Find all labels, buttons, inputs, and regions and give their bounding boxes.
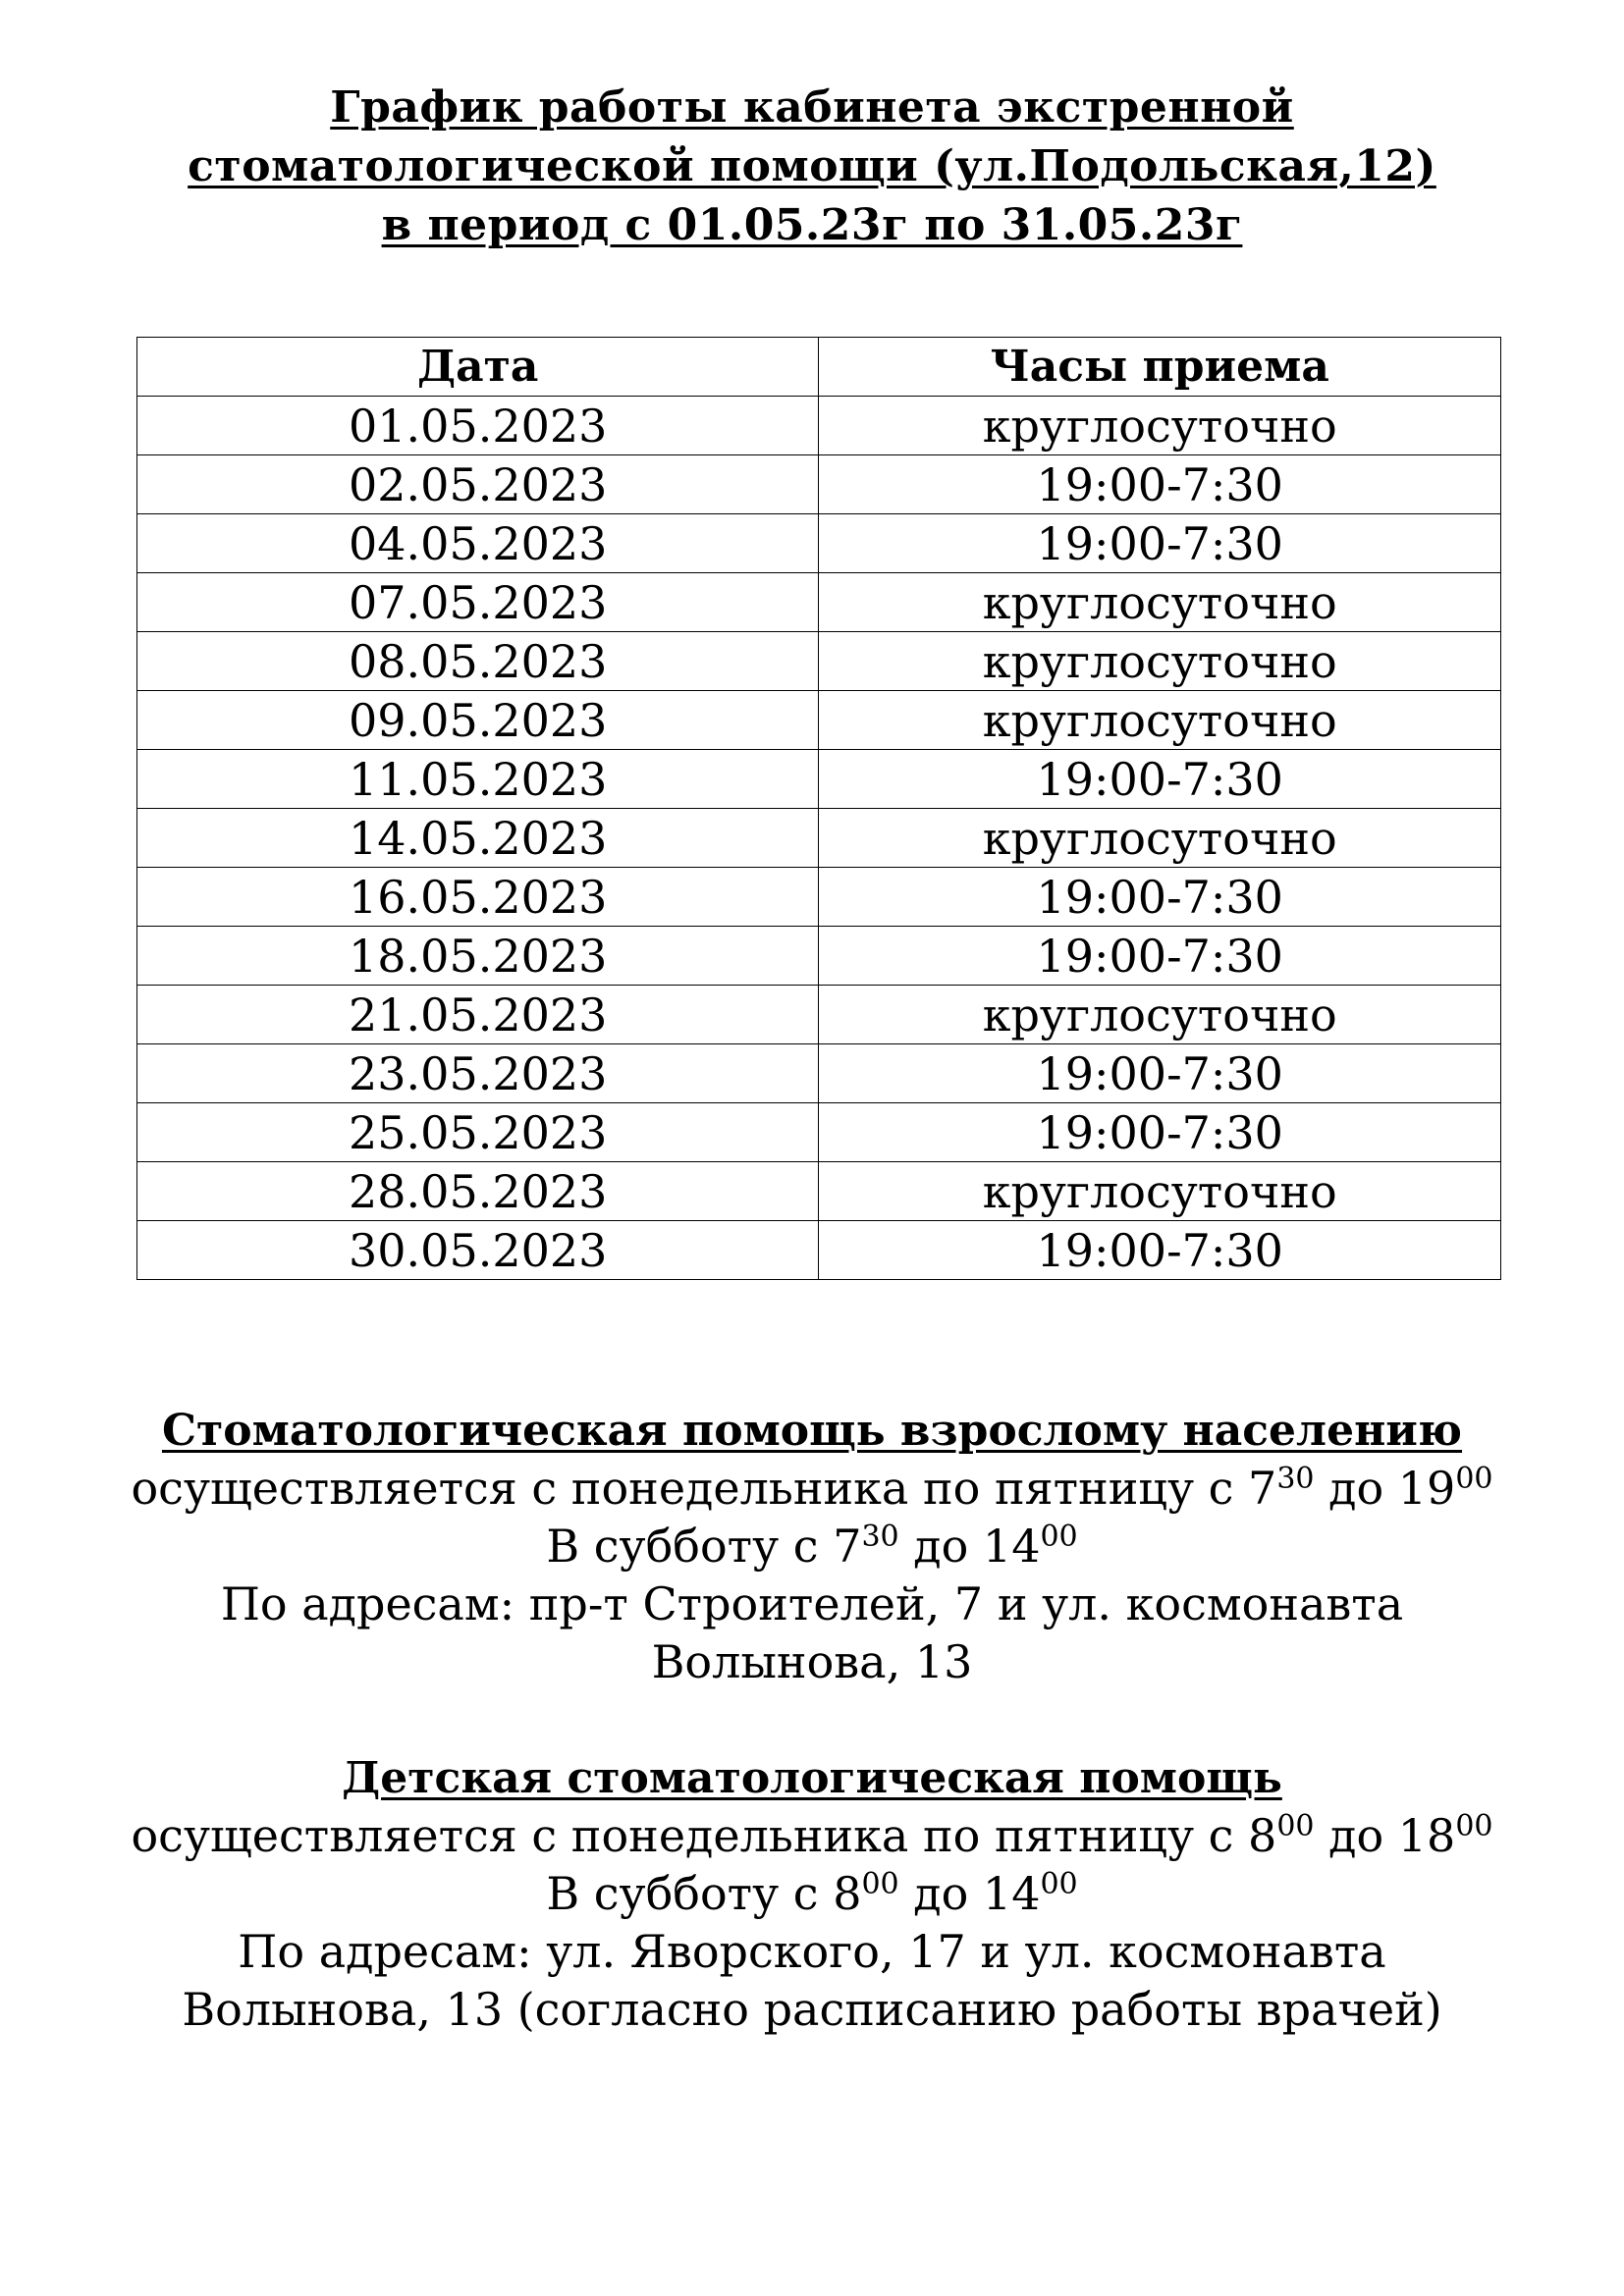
- date-cell: 07.05.2023: [137, 573, 819, 632]
- date-cell: 21.05.2023: [137, 986, 819, 1044]
- date-cell: 11.05.2023: [137, 750, 819, 809]
- title-line-1: График работы кабинета экстренной: [330, 82, 1294, 133]
- children-address-line-1: По адресам: ул. Яворского, 17 и ул. космонавта: [238, 1925, 1386, 1978]
- date-cell: 14.05.2023: [137, 809, 819, 868]
- hours-cell: круглосуточно: [819, 573, 1501, 632]
- table-row: [137, 868, 1501, 927]
- table-row: [137, 1162, 1501, 1221]
- column-header-date: Дата: [137, 338, 819, 397]
- hours-cell: 19:00-7:30: [819, 1221, 1501, 1280]
- children-weekday-hours: осуществляется с понедельника по пятницу с $8^{00}$ до $18^{00}$: [131, 1809, 1493, 1862]
- hours-cell: круглосуточно: [819, 397, 1501, 455]
- date-cell: 01.05.2023: [137, 397, 819, 455]
- hours-cell: 19:00-7:30: [819, 1044, 1501, 1103]
- hours-cell: 19:00-7:30: [819, 927, 1501, 986]
- table-row: [137, 1044, 1501, 1103]
- document-title: [0, 79, 1624, 255]
- table-row: [137, 691, 1501, 750]
- schedule-table-body: [137, 397, 1501, 1280]
- children-care-heading: Детская стоматологическая помощь: [342, 1753, 1282, 1803]
- hours-cell: круглосуточно: [819, 632, 1501, 691]
- adult-saturday-hours: В субботу с $7^{30}$ до $14^{00}$: [546, 1520, 1078, 1573]
- column-header-hours: Часы приема: [819, 338, 1501, 397]
- table-row: [137, 514, 1501, 573]
- date-cell: 30.05.2023: [137, 1221, 819, 1280]
- table-row: [137, 455, 1501, 514]
- adult-address-line-2: Волынова, 13: [651, 1635, 973, 1688]
- adult-weekday-hours: осуществляется с понедельника по пятницу с $7^{30}$ до $19^{00}$: [131, 1462, 1493, 1515]
- date-cell: 08.05.2023: [137, 632, 819, 691]
- date-cell: 02.05.2023: [137, 455, 819, 514]
- table-row: [137, 632, 1501, 691]
- date-cell: 18.05.2023: [137, 927, 819, 986]
- hours-cell: круглосуточно: [819, 809, 1501, 868]
- date-cell: 28.05.2023: [137, 1162, 819, 1221]
- table-row: [137, 1103, 1501, 1162]
- table-row: [137, 927, 1501, 986]
- title-line-3: в период с 01.05.23г по 31.05.23г: [381, 200, 1243, 250]
- hours-cell: круглосуточно: [819, 1162, 1501, 1221]
- date-cell: 09.05.2023: [137, 691, 819, 750]
- hours-cell: 19:00-7:30: [819, 750, 1501, 809]
- title-line-2: стоматологической помощи (ул.Подольская,12): [188, 141, 1436, 191]
- hours-cell: 19:00-7:30: [819, 1103, 1501, 1162]
- table-row: [137, 1221, 1501, 1280]
- date-cell: 16.05.2023: [137, 868, 819, 927]
- adult-care-heading: Стоматологическая помощь взрослому населению: [161, 1406, 1463, 1456]
- hours-cell: круглосуточно: [819, 691, 1501, 750]
- table-header-row: [137, 338, 1501, 397]
- table-row: [137, 573, 1501, 632]
- table-row: [137, 809, 1501, 868]
- hours-cell: 19:00-7:30: [819, 868, 1501, 927]
- hours-cell: 19:00-7:30: [819, 455, 1501, 514]
- hours-cell: 19:00-7:30: [819, 514, 1501, 573]
- table-row: [137, 397, 1501, 455]
- adult-address-line-1: По адресам: пр-т Строителей, 7 и ул. космонавта: [220, 1577, 1404, 1630]
- table-row: [137, 986, 1501, 1044]
- table-row: [137, 750, 1501, 809]
- date-cell: 25.05.2023: [137, 1103, 819, 1162]
- date-cell: 04.05.2023: [137, 514, 819, 573]
- adult-care-section: [59, 1402, 1565, 1691]
- schedule-table: [136, 337, 1501, 1280]
- children-address-line-2: Волынова, 13 (согласно расписанию работы врачей): [182, 1983, 1442, 2036]
- date-cell: 23.05.2023: [137, 1044, 819, 1103]
- children-care-section: [59, 1749, 1565, 2039]
- children-saturday-hours: В субботу с $8^{00}$ до $14^{00}$: [546, 1867, 1078, 1920]
- hours-cell: круглосуточно: [819, 986, 1501, 1044]
